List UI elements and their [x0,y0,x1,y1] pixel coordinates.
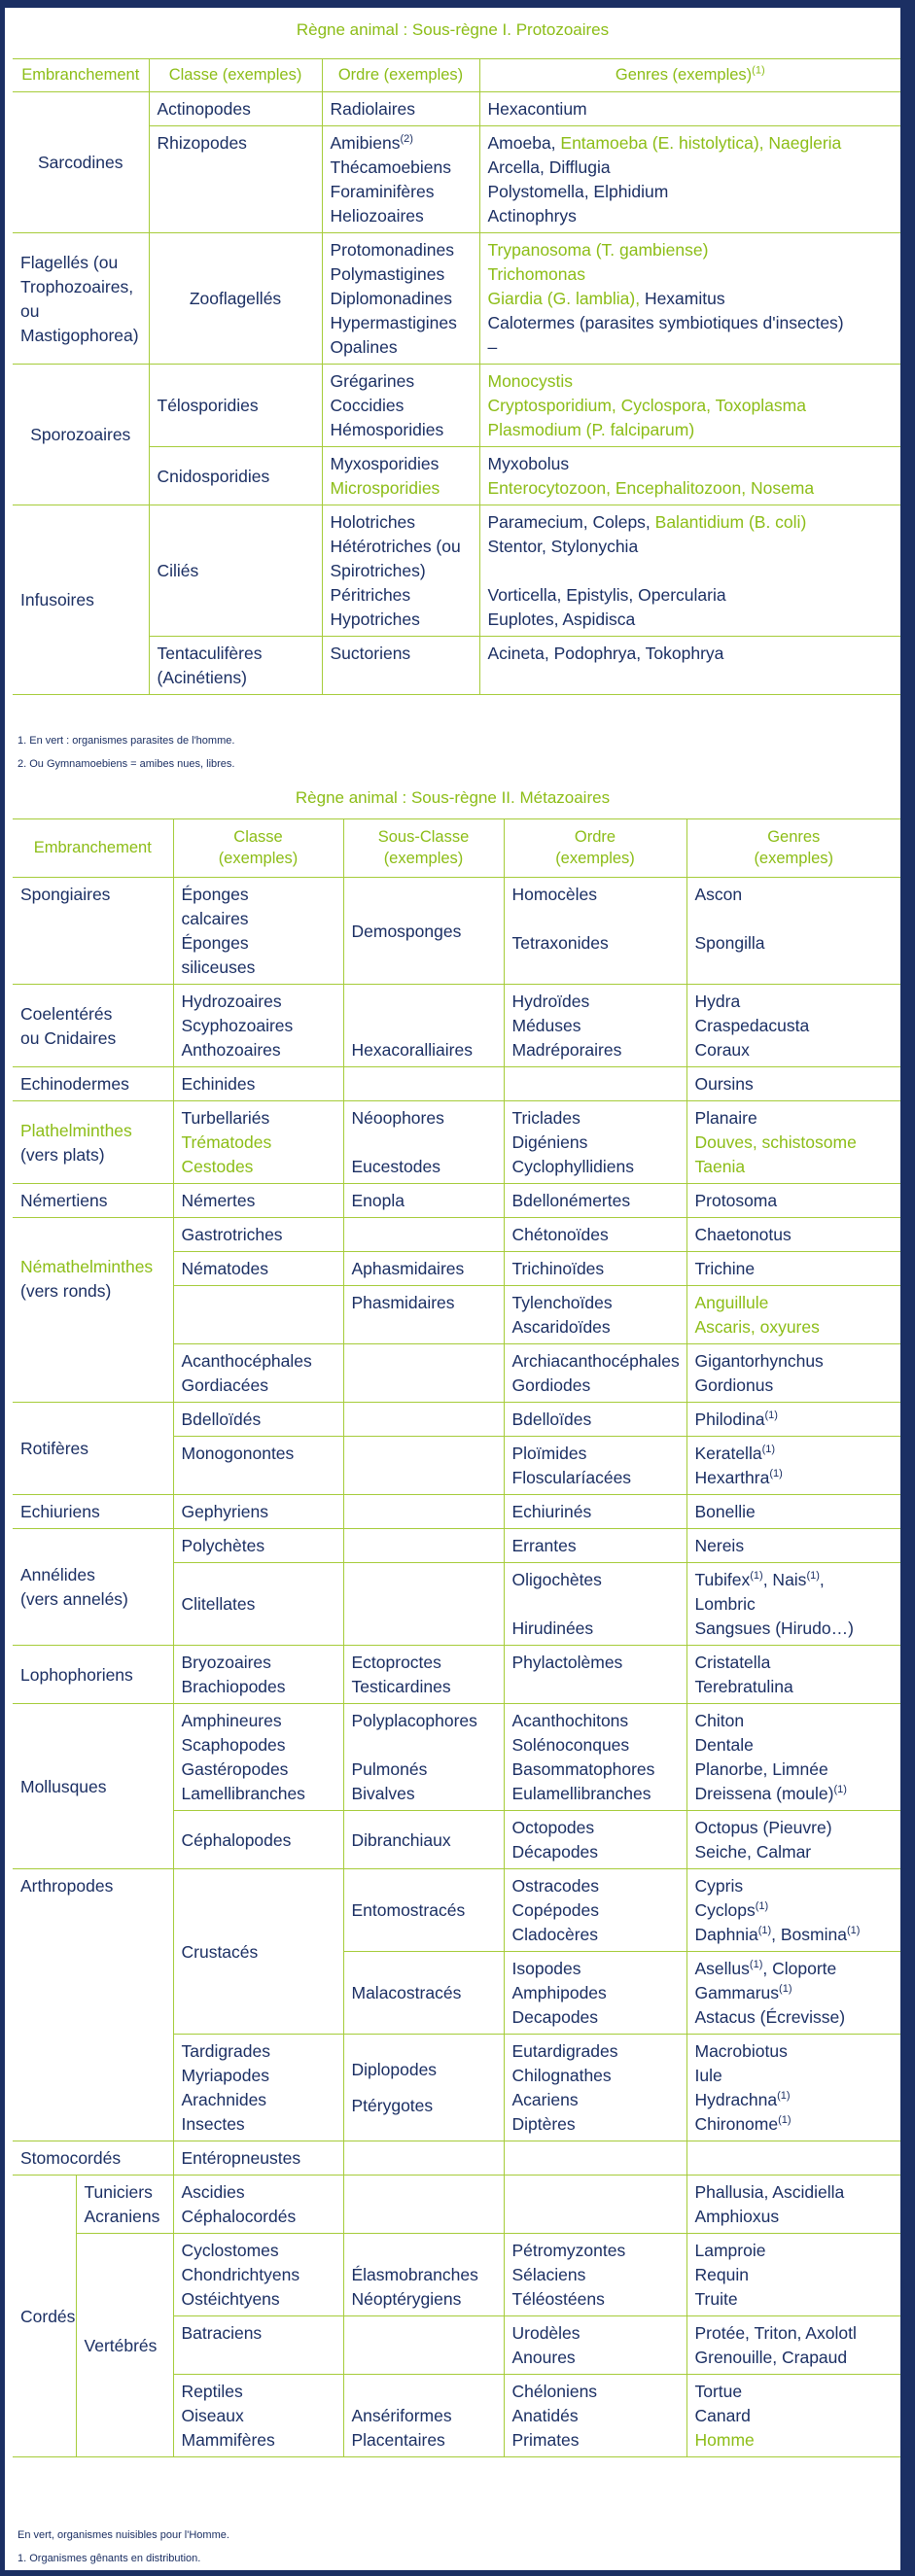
table-row: Echinodermes Echinides Oursins [13,1067,900,1101]
table-row: Phasmidaires Tylenchoïdes Ascaridoïdes Anguillule Ascaris, oxyures [13,1286,900,1344]
protozoa-header-row [13,59,900,92]
table-row: Arthropodes Crustacés Entomostracés Ostracodes Copépodes Cladocères Cypris Cyclops$^{(1)}$ Daphnia$^{(1)}$, Bosmina$^{(1)}$ [13,1869,900,1952]
table-row: Clitellates Oligochètes Hirudinées Tubifex$^{(1)}$, Nais$^{(1)}$, Lombric Sangsues (Hirudo…) [13,1563,900,1646]
table-row: Sporozoaires Télosporidies Grégarines Coccidies Hémosporidies Monocystis Cryptosporidium, Cyclospora, Toxoplasma Plasmodium (P. falciparum) [13,365,900,447]
embranchement-cell: Echiuriens [13,1495,173,1529]
table-row: Rotifères Bdelloïdés Bdelloïdes Philodina$^{(1)}$ [13,1403,900,1437]
table-row: Malacostracés Isopodes Amphipodes Decapodes Asellus$^{(1)}$, Cloporte Gammarus$^{(1)}$ Astacus (Écrevisse) [13,1952,900,2035]
table-row: Sarcodines Actinopodes Radiolaires Hexacontium [13,92,900,126]
header-genres: Genres (exemples) [686,819,900,878]
table-row: Stomocordés Entéropneustes [13,2141,900,2176]
table-row: Nématodes Aphasmidaires Trichinoïdes Trichine [13,1252,900,1286]
header-ordre: Ordre (exemples) [504,819,686,878]
table-row: Céphalopodes Dibranchiaux Octopodes Décapodes Octopus (Pieuvre) Seiche, Calmar [13,1811,900,1869]
embranchement-cell: Echinodermes [13,1067,173,1101]
header-sous-classe: Sous-Classe (exemples) [343,819,504,878]
header-embranchement: Embranchement [13,819,173,878]
table-row: Acanthocéphales Gordiacées Archiacanthocéphales Gordiodes Gigantorhynchus Gordionus [13,1344,900,1403]
table-row: Monogonontes Ploïmides Floscularíacées Keratella$^{(1)}$ Hexarthra$^{(1)}$ [13,1437,900,1495]
table-row: Batraciens Urodèles Anoures Protée, Triton, Axolotl Grenouille, Crapaud [13,2316,900,2375]
table-row: Némertiens Némertes Enopla Bdellonémertes Protosoma [13,1184,900,1218]
table-row: Echiuriens Gephyriens Echiurinés Bonellie [13,1495,900,1529]
footnote: 1. En vert : organismes parasites de l'homme. [18,735,235,747]
metazoa-title: Règne animal : Sous-règne II. Métazoaires [295,788,611,807]
table-row: Annélides (vers annelés) Polychètes Errantes Nereis [13,1529,900,1563]
table-row: Lophophoriens Bryozoaires Brachiopodes Ectoproctes Testicardines Phylactolèmes Cristatella Terebratulina [13,1646,900,1704]
embranchement-cell: Plathelminthes (vers plats) [13,1101,173,1184]
table-row: Némathelminthes (vers ronds) Gastrotriches Chétonoïdes Chaetonotus [13,1218,900,1252]
table-row: Mollusques Amphineures Scaphopodes Gastéropodes Lamellibranches Polyplacophores Pulmonés Bivalves Acanthochitons Solénoconques Basommatophores Eulamellibranches Chiton Dentale Planorbe, Limnée Dreissena (moule)$^{(1)}$ [13,1704,900,1811]
embranchement-cell: Cordés [13,2176,76,2457]
table-row: Plathelminthes (vers plats) Turbellariés Trématodes Cestodes Néoophores Eucestodes Triclades Digéniens Cyclophyllidiens Planaire Douves, schistosome Taenia [13,1101,900,1184]
protozoa-table [13,58,900,695]
embranchement-cell: Spongiaires [13,878,173,985]
table-row: Rhizopodes Amibiens$^{(2)}$ Thécamoebiens Foraminifères Heliozoaires Amoeba, Entamoeba (E. histolytica), Naegleria Arcella, Difflugia Polystomella, Elphidium Actinophrys [13,126,900,233]
embranchement-cell: Flagellés (ou Trophozoaires, ou Mastigophorea) [13,233,149,365]
embranchement-cell: Sporozoaires [13,365,149,505]
table-row: Cnidosporidies Myxosporidies Microsporidies Myxobolus Enterocytozoon, Encephalitozoon, Nosema [13,447,900,505]
header-classe: Classe (exemples) [149,59,322,92]
embranchement-cell: Rotifères [13,1403,173,1495]
embranchement-cell: Lophophoriens [13,1646,173,1704]
table-row: Spongiaires Éponges calcaires Éponges siliceuses Demosponges Homocèles Tetraxonides Ascon Spongilla [13,878,900,985]
table-row: Coelentérés ou Cnidaires Hydrozoaires Scyphozoaires Anthozoaires Hexacoralliaires Hydroïdes Méduses Madréporaires Hydra Craspedacusta Coraux [13,985,900,1067]
header-ordre: Ordre (exemples) [322,59,479,92]
header-genres: Genres (exemples)$^{(1)}$ [479,59,900,92]
table-row: Tentaculifères (Acinétiens) Suctoriens Acineta, Podophrya, Tokophrya [13,637,900,695]
header-classe: Classe (exemples) [173,819,343,878]
table-row: Reptiles Oiseaux Mammifères Ansériformes Placentaires Chéloniens Anatidés Primates Tortue Canard Homme [13,2375,900,2457]
footnote: En vert, organismes nuisibles pour l'Homme. [18,2529,229,2541]
embranchement-cell: Némertiens [13,1184,173,1218]
embranchement-cell: Mollusques [13,1704,173,1869]
footnote: 1. Organismes gênants en distribution. [18,2553,201,2564]
document-sheet [5,8,900,2570]
embranchement-cell: Coelentérés ou Cnidaires [13,985,173,1067]
header-embranchement: Embranchement [13,59,149,92]
embranchement-cell: Annélides (vers annelés) [13,1529,173,1646]
table-row: Tardigrades Myriapodes Arachnides Insectes Diplopodes Ptérygotes Eutardigrades Chilognathes Acariens Diptères Macrobiotus Iule Hydrachna$^{(1)}$ Chironome$^{(1)}$ [13,2035,900,2141]
embranchement-cell: Sarcodines [13,92,149,233]
embranchement-cell: Infusoires [13,505,149,695]
table-row: Cordés Tuniciers Acraniens Ascidies Céphalocordés Phallusia, Ascidiella Amphioxus [13,2176,900,2234]
table-row: Infusoires Ciliés Holotriches Hétérotriches (ou Spirotriches) Péritriches Hypotriches Paramecium, Coleps, Balantidium (B. coli) Stentor, Stylonychia Vorticella, Epistylis, Opercularia Euplotes, Aspidisca [13,505,900,637]
table-row: Vertébrés Cyclostomes Chondrichtyens Ostéichtyens Élasmobranches Néoptérygiens Pétromyzontes Sélaciens Téléostéens Lamproie Requin Truite [13,2234,900,2316]
metazoa-header-row [13,819,900,878]
protozoa-title: Règne animal : Sous-règne I. Protozoaires [296,20,610,39]
footnote: 2. Ou Gymnamoebiens = amibes nues, libres. [18,758,235,770]
embranchement-cell: Arthropodes [13,1869,173,2141]
embranchement-cell: Stomocordés [13,2141,173,2176]
table-row: Flagellés (ou Trophozoaires, ou Mastigophorea) Zooflagellés Protomonadines Polymastigines Diplomonadines Hypermastigines Opalines Trypanosoma (T. gambiense) Trichomonas Giardia (G. lamblia), Hexamitus Calotermes (parasites symbiotiques d'insectes) – [13,233,900,365]
metazoa-table [13,818,900,2457]
embranchement-cell: Némathelminthes (vers ronds) [13,1218,173,1403]
